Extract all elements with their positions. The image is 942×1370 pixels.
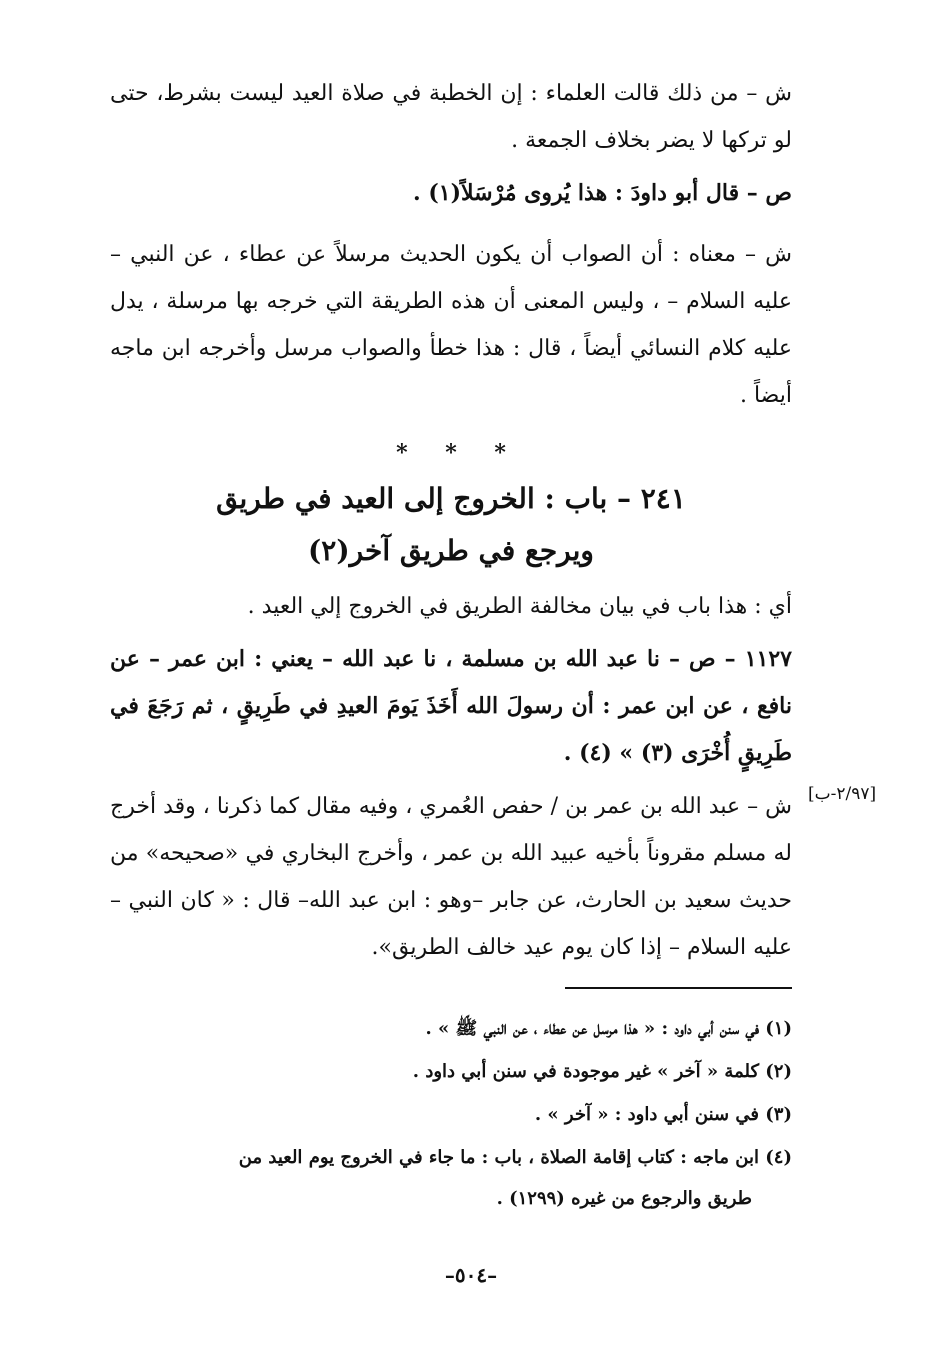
- footnote-4-continuation: طريق والرجوع من غيره (١٢٩٩) .: [496, 1188, 752, 1209]
- chapter-explanation: أي : هذا باب في بيان مخالفة الطريق في الخروج إلي العيد .: [247, 594, 792, 619]
- manuscript-margin-note: [٢/٩٧-ب]: [808, 784, 877, 804]
- chapter-title-line-1: ٢٤١ – باب : الخروج إلى العيد في طريق: [216, 482, 686, 515]
- commentary-paragraph-1: ش – من ذلك قالت العلماء : إن الخطبة في صلاة العيد ليست بشرط، حتى لو تركها لا يضر بخلاف الجمعة .: [110, 81, 792, 153]
- chapter-title-line-2: ويرجع في طريق آخر(٢): [308, 534, 594, 567]
- footnote-divider: [565, 987, 792, 989]
- footnote-3: (٣) في سنن أبي داود : « آخر » .: [534, 1104, 792, 1125]
- commentary-paragraph-3: ش – معناه : أن الصواب أن يكون الحديث مرسلاً عن عطاء ، عن النبي – عليه السلام – ، وليس المعنى أن هذه الطريقة التي خرجه بها مرسلة ، يدل عليه كلام النسائي أيضاً ، قال : هذا خطأ والصواب مرسل وأخرجه ابن ماجه أيضاً .: [110, 242, 792, 408]
- page-number: –٥٠٤–: [444, 1263, 498, 1287]
- section-separator-stars: * * *: [396, 440, 506, 466]
- hadith-paragraph-1127: ١١٢٧ – ص – نا عبد الله بن مسلمة ، نا عبد الله – يعني : ابن عمر – عن نافع ، عن ابن عمر : أن رسولَ الله أَخَذَ يَومَ العيدِ في طَرِيقٍ ، ثم رَجَعَ في طَرِيقٍ أُخْرَى (٣) » (٤) .: [110, 646, 792, 766]
- commentary-paragraph-6: ش – عبد الله بن عمر بن / حفص العُمري ، وفيه مقال كما ذكرنا ، وقد أخرج له مسلم مقروناً بأخيه عبيد الله بن عمر ، وأخرج البخاري في «صحيحه» من حديث سعيد بن الحارث، عن جابر –وهو : ابن عبد الله– قال : « كان النبي – عليه السلام – إذا كان يوم عيد خالف الطريق».: [110, 794, 792, 960]
- footnote-1: (١) في سنن أبي داود : « هذا مرسل عن عطاء ، عن النبي ﷺ » .: [425, 1018, 792, 1039]
- footnote-2: (٢) كلمة « آخر » غير موجودة في سنن أبي داود .: [412, 1061, 792, 1082]
- footnotes: [110, 1007, 792, 1219]
- footnote-4: (٤) ابن ماجه : كتاب إقامة الصلاة ، باب : ما جاء في الخروج يوم العيد من: [238, 1147, 792, 1168]
- text-paragraph-2: ص – قال أبو داودَ : هذا يُروى مُرْسَلاً(١) .: [413, 180, 792, 206]
- page-body: [110, 70, 792, 971]
